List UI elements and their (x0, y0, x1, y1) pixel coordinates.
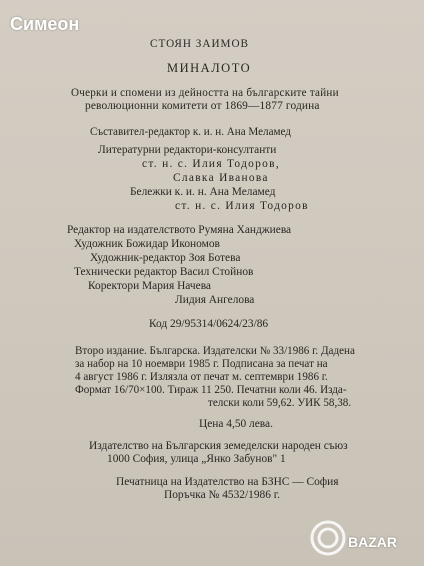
consultant-1: ст. н. с. Илия Тодоров, (142, 158, 280, 170)
art-editor: Художник-редактор Зоя Ботева (90, 252, 241, 264)
author-name: СТОЯН ЗАИМОВ (150, 38, 250, 50)
publisher-name: Издателство на Българския земеделски народен съюз (89, 440, 348, 452)
consultants-heading: Литературни редактори-консултанти (98, 144, 277, 156)
publisher-address: 1000 София, улица „Янко Забунов" 1 (107, 453, 286, 465)
imprint-line-3: 4 август 1986 г. Излязла от печат м. септември 1986 г. (75, 371, 328, 383)
artist: Художник Божидар Икономов (74, 238, 220, 250)
imprint-line-1: Второ издание. Българска. Издателски № 33/1986 г. Дадена (75, 345, 355, 357)
watermark-logo: Симеон (10, 14, 80, 34)
notes-credit: Бележки к. и. н. Ана Меламед (130, 186, 276, 198)
book-code: Код 29/95314/0624/23/86 (149, 318, 269, 330)
book-title: МИНАЛОТО (167, 61, 252, 75)
proofreader-2: Лидия Ангелова (175, 294, 255, 306)
compiler-credit: Съставител-редактор к. и. н. Ана Меламед (90, 126, 291, 138)
notes-credit-2: ст. н. с. Илия Тодоров (175, 200, 309, 212)
imprint-line-5: телски коли 59,62. УИК 58,38. (208, 397, 352, 409)
subtitle-line-1: Очерки и спомени из дейността на българските тайни (71, 87, 339, 99)
publisher-editor: Редактор на издателството Румяна Ханджиева (67, 224, 292, 236)
printer-name: Печатница на Издателство на БЗНС — София (116, 476, 339, 488)
consultant-2: Славка Иванова (173, 172, 269, 184)
imprint-line-4: Формат 16/70×100. Тираж 11 250. Печатни коли 46. Изда- (75, 384, 347, 396)
proofreader-1: Коректори Мария Начева (88, 280, 211, 292)
technical-editor: Технически редактор Васил Стойнов (74, 266, 254, 278)
subtitle-line-2: революционни комитети от 1869—1877 година (85, 100, 320, 112)
print-order: Поръчка № 4532/1986 г. (164, 489, 281, 501)
imprint-line-2: за набор на 10 ноември 1985 г. Подписана за печат на (75, 358, 328, 370)
price: Цена 4,50 лева. (199, 418, 273, 430)
bazar-logo-text: BAZAR (348, 534, 397, 550)
